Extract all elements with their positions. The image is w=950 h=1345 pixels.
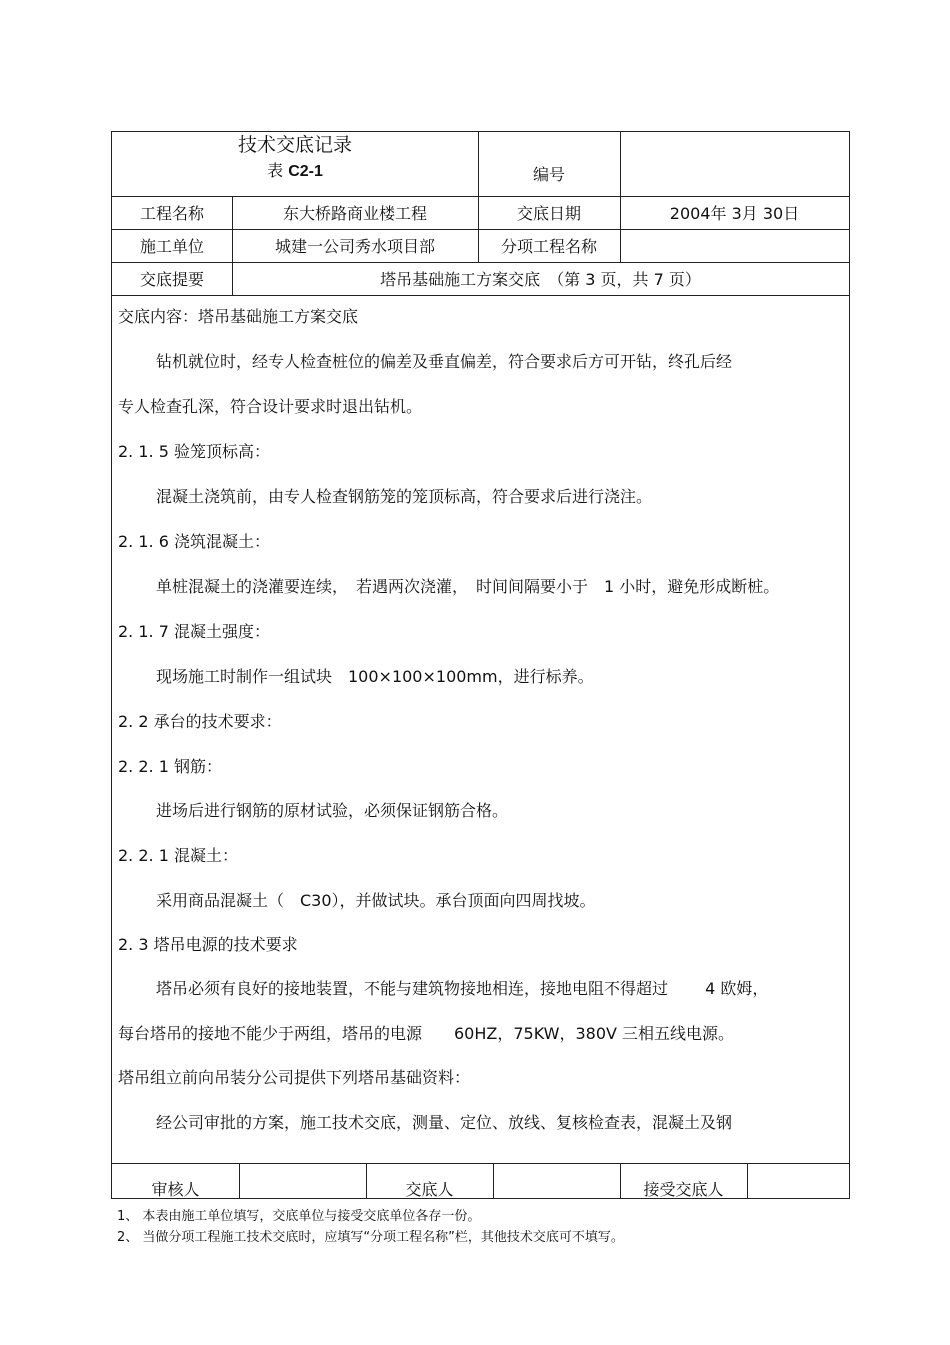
note-item: 1、 本表由施工单位填写，交底单位与接受交底单位各存一份。 — [117, 1209, 481, 1224]
receiver-value[interactable] — [747, 1163, 849, 1199]
content-line: 2. 2. 1 混凝土： — [118, 846, 238, 865]
reviewer-value[interactable] — [239, 1163, 366, 1199]
summary-value[interactable]: 塔吊基础施工方案交底 （第 3 页，共 7 页） — [380, 270, 701, 289]
content-line: 经公司审批的方案，施工技术交底，测量、定位、放线、复核检查表，混凝土及钢 — [156, 1113, 733, 1132]
form-notes — [117, 1206, 624, 1248]
disclosure-form — [111, 131, 850, 1199]
number-label: 编号 — [532, 164, 565, 184]
form-code-value: C2-1 — [288, 163, 323, 180]
date-label: 交底日期 — [516, 204, 581, 223]
content-line: 塔吊组立前向吊装分公司提供下列塔吊基础资料： — [118, 1068, 471, 1087]
content-line: 每台塔吊的接地不能少于两组，塔吊的电源 60HZ，75KW，380V 三相五线电源。 — [118, 1024, 735, 1043]
content-line: 进场后进行钢筋的原材试验，必须保证钢筋合格。 — [156, 801, 509, 820]
note-item: 2、 当做分项工程施工技术交底时，应填写“分项工程名称”栏，其他技术交底可不填写。 — [117, 1230, 624, 1245]
summary-label: 交底提要 — [139, 270, 204, 289]
content-line: 混凝土浇筑前，由专人检查钢筋笼的笼顶标高，符合要求后进行浇注。 — [156, 487, 653, 506]
row-divider — [112, 1163, 849, 1164]
content-line: 专人检查孔深，符合设计要求时退出钻机。 — [118, 397, 423, 416]
form-code — [112, 160, 478, 182]
content-line: 塔吊必须有良好的接地装置，不能与建筑物接地相连，接地电阻不得超过 4 欧姆， — [156, 979, 769, 998]
unit-value[interactable]: 城建一公司秀水项目部 — [274, 237, 435, 256]
content-line: 2. 1. 7 混凝土强度： — [118, 622, 270, 641]
content-line: 2. 1. 6 浇筑混凝土： — [118, 532, 270, 551]
unit-label: 施工单位 — [139, 237, 204, 256]
row-divider — [112, 295, 849, 296]
content-heading: 交底内容：塔吊基础施工方案交底 — [118, 307, 359, 326]
content-line: 2. 3 塔吊电源的技术要求 — [118, 935, 298, 954]
project-name-label: 工程名称 — [139, 204, 204, 223]
date-value[interactable]: 2004年 3月 30日 — [669, 204, 800, 223]
content-line: 2. 1. 5 验笼顶标高： — [118, 442, 270, 461]
subproject-value[interactable] — [620, 229, 849, 262]
content-line: 采用商品混凝土（ C30），并做试块。承台顶面向四周找坡。 — [156, 891, 596, 910]
subproject-label: 分项工程名称 — [500, 237, 597, 256]
number-field[interactable] — [620, 132, 849, 196]
discloser-label: 交底人 — [405, 1179, 454, 1199]
discloser-value[interactable] — [493, 1163, 620, 1199]
receiver-label: 接受交底人 — [643, 1179, 724, 1199]
form-title: 技术交底记录 — [237, 134, 352, 156]
content-line: 钻机就位时，经专人检查桩位的偏差及垂直偏差，符合要求后方可开钻，终孔后经 — [156, 352, 733, 371]
content-line: 现场施工时制作一组试块 100×100×100mm，进行标养。 — [156, 667, 594, 686]
project-name-value[interactable]: 东大桥路商业楼工程 — [282, 204, 427, 223]
content-line: 2. 2 承台的技术要求： — [118, 712, 282, 731]
reviewer-label: 审核人 — [151, 1179, 200, 1199]
form-code-prefix: 表 — [267, 161, 284, 180]
content-line: 2. 2. 1 钢筋： — [118, 757, 222, 776]
content-line: 单桩混凝土的浇灌要连续， 若遇两次浇灌， 时间间隔要小于 1 小时，避免形成断桩。 — [156, 577, 780, 596]
